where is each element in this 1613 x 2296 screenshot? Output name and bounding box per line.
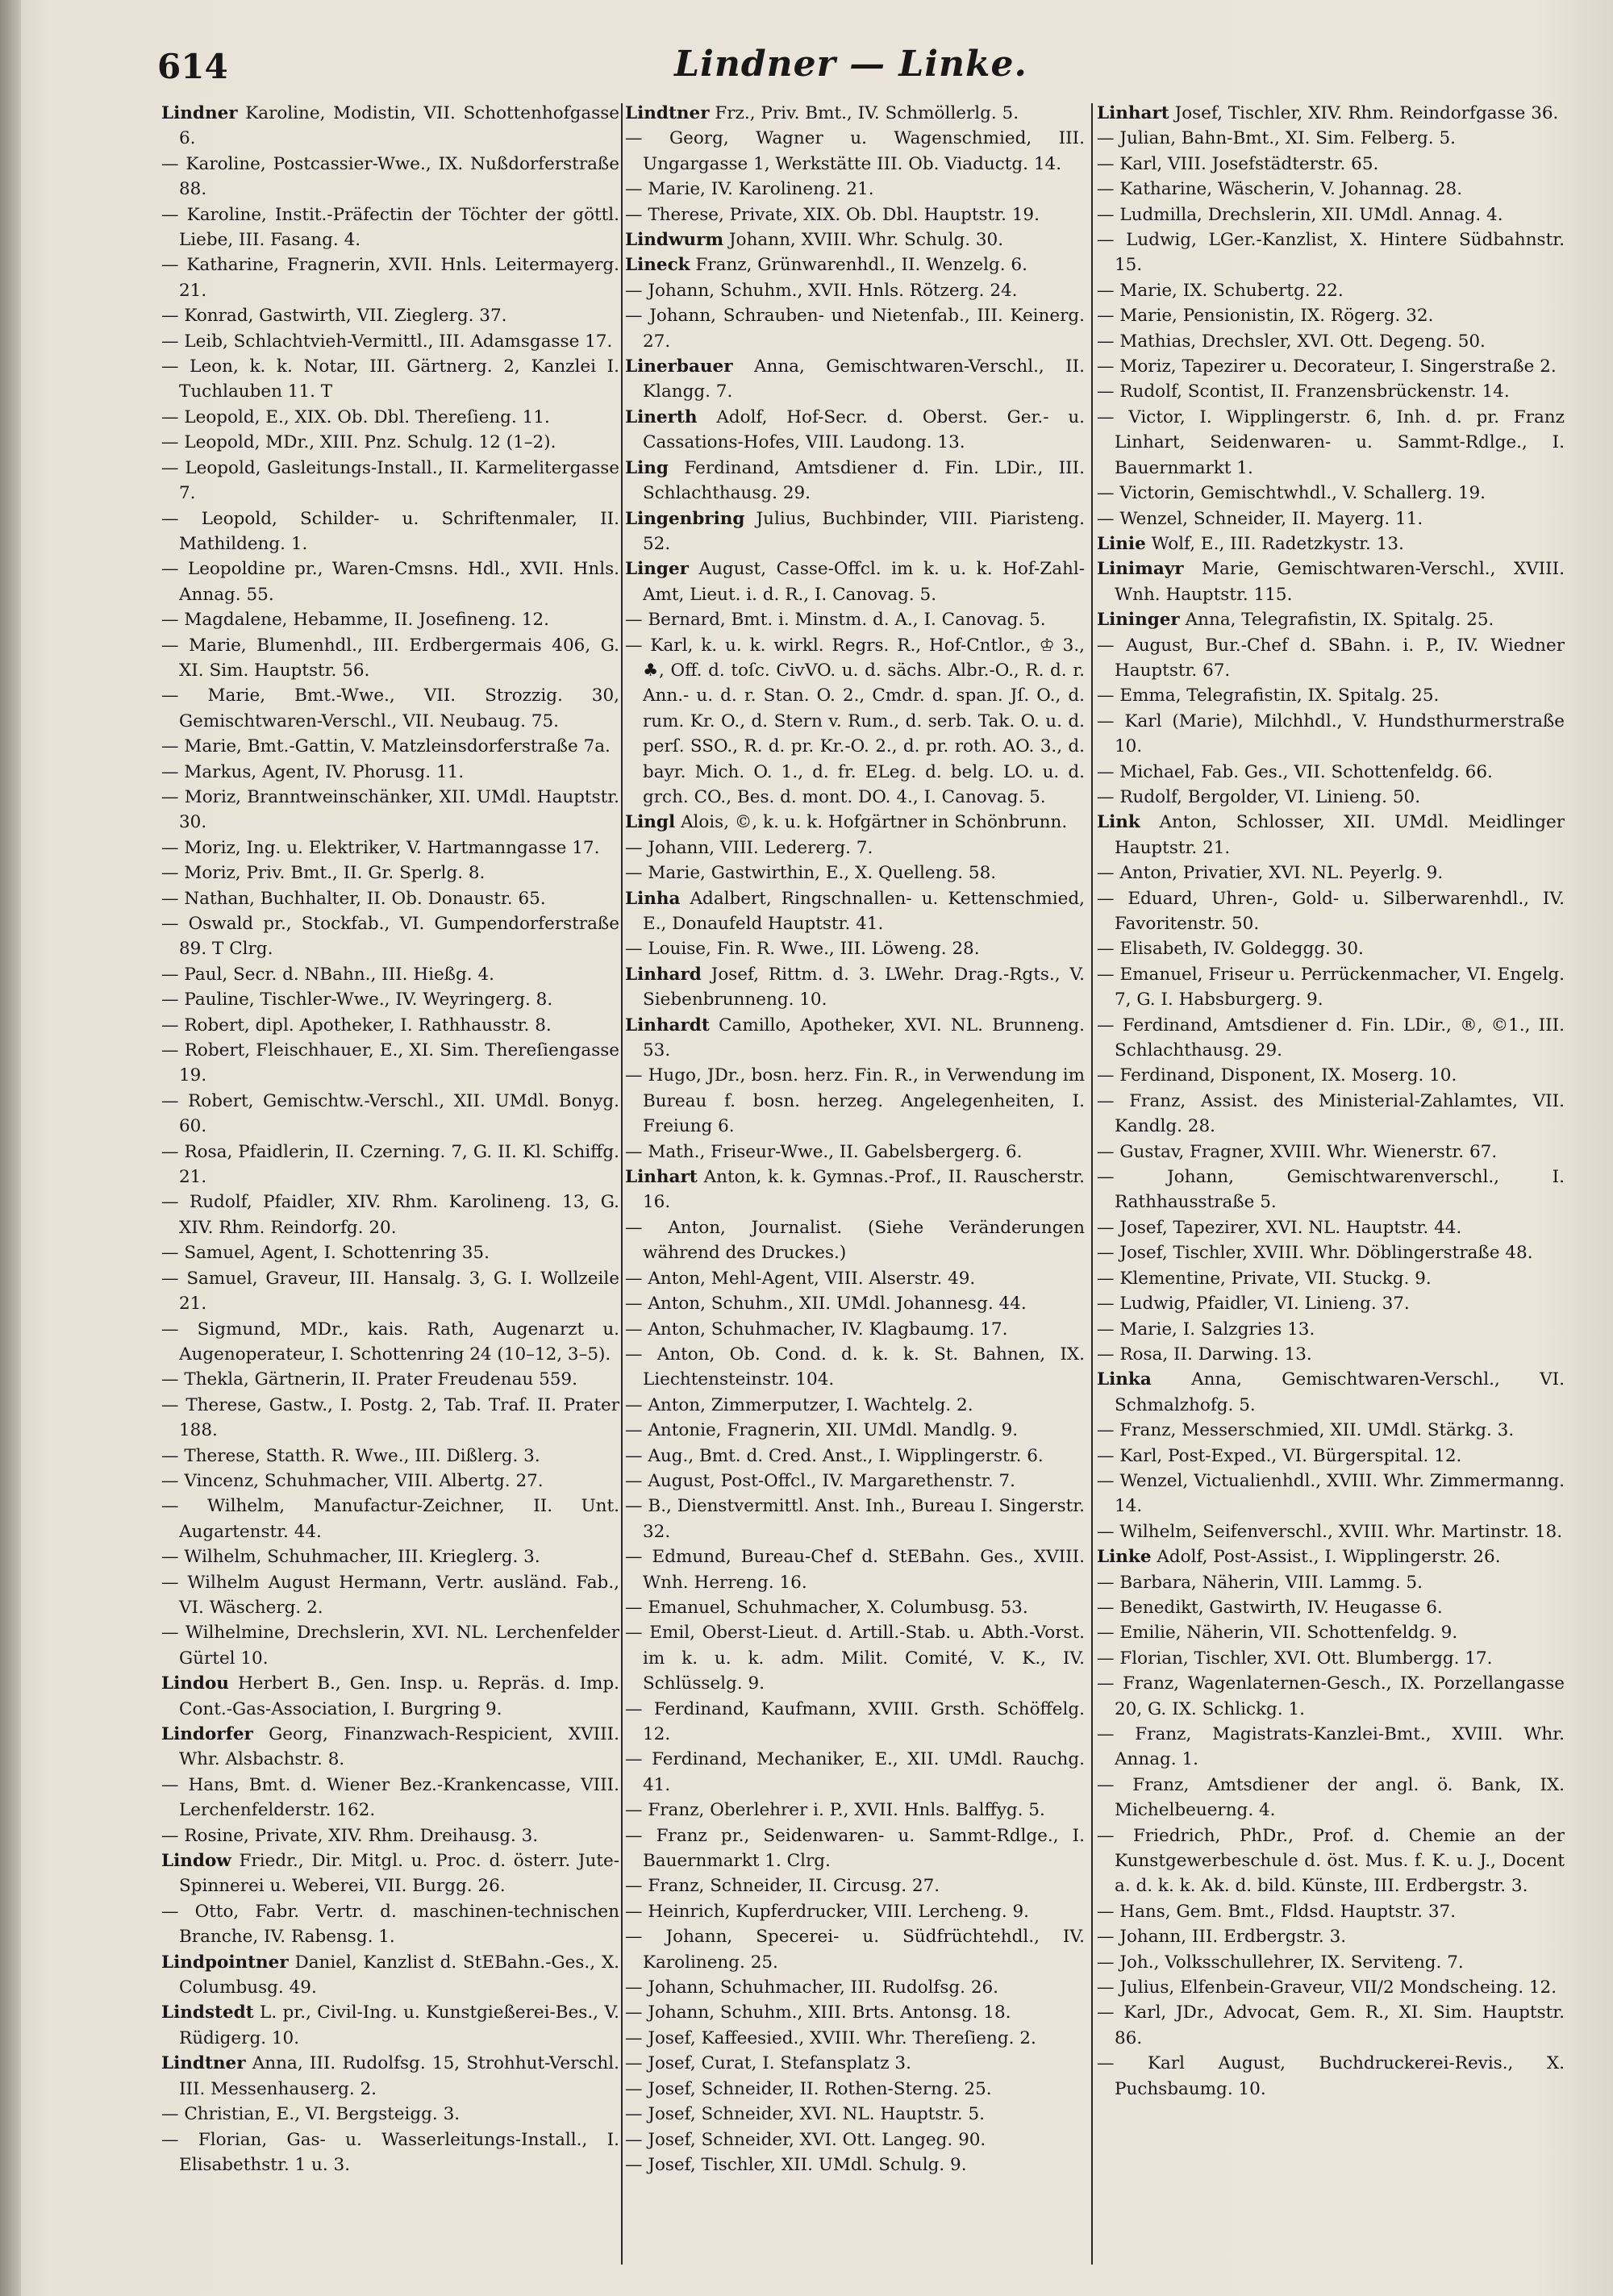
page-header xyxy=(157,44,1544,95)
directory-entry: — Leopoldine pr., Waren-Cmsns. Hdl., XVII. Hnls. Annag. 55. xyxy=(161,559,619,605)
surname-heading: Linhard xyxy=(625,964,702,985)
directory-entry: — Barbara, Näherin, VIII. Lammg. 5. xyxy=(1097,1572,1423,1593)
directory-entry: — Wilhelm August Hermann, Vertr. ausländ. Fab., VI. Wäscherg. 2. xyxy=(161,1572,619,1618)
directory-entry: — Anton, Schuhmacher, IV. Klagbaumg. 17. xyxy=(625,1319,1008,1340)
directory-entry: — Florian, Gas- u. Wasserleitungs-Install., I. Elisabethstr. 1 u. 3. xyxy=(161,2129,619,2175)
directory-entry: — Josef, Curat, I. Stefansplatz 3. xyxy=(625,2053,911,2074)
surname-heading: Linhart xyxy=(1097,103,1169,123)
directory-entry: — Oswald pr., Stockfab., VI. Gumpendorferstraße 89. T Clrg. xyxy=(161,914,619,960)
directory-entry: Linke Adolf, Post-Assist., I. Wipplingerstr. 26. xyxy=(1097,1547,1501,1568)
directory-entry: — Marie, Pensionistin, IX. Rögerg. 32. xyxy=(1097,306,1434,327)
surname-heading: Lininger xyxy=(1097,610,1180,631)
surname-heading: Linha xyxy=(625,888,681,909)
directory-entry: — Gustav, Fragner, XVIII. Whr. Wienerstr. 67. xyxy=(1097,1141,1498,1162)
directory-entry: — Rosine, Private, XIV. Rhm. Dreihausg. 3. xyxy=(161,1825,539,1846)
directory-entry: — B., Dienstvermittl. Anst. Inh., Bureau I. Singerstr. 32. xyxy=(625,1496,1085,1542)
surname-heading: Ling xyxy=(625,457,669,478)
directory-entry: — Franz, Messerschmied, XII. UMdl. Stärkg. 3. xyxy=(1097,1420,1515,1441)
directory-entry: — Anton, Journalist. (Siehe Veränderungen während des Druckes.) xyxy=(625,1217,1085,1264)
directory-entry: — Sigmund, MDr., kais. Rath, Augenarzt u. Augenoperateur, I. Schottenring 24 (10–12, 3–5). xyxy=(161,1319,619,1365)
directory-entry: — Ferdinand, Disponent, IX. Moserg. 10. xyxy=(1097,1065,1457,1086)
directory-entry: Linhart Josef, Tischler, XIV. Rhm. Reindorfgasse 36. xyxy=(1097,103,1559,123)
surname-heading: Lindou xyxy=(161,1673,229,1694)
column-divider xyxy=(1091,103,1093,2265)
directory-entry: — Franz, Oberlehrer i. P., XVII. Hnls. Balffyg. 5. xyxy=(625,1800,1045,1821)
directory-entry: Lindpointner Daniel, Kanzlist d. StEBahn.-Ges., X. Columbusg. 49. xyxy=(161,1952,619,1998)
directory-entry: — Johann, Specerei- u. Südfrüchtehdl., IV. Karolineng. 25. xyxy=(625,1927,1085,1973)
directory-entry: — Karoline, Instit.-Präfectin der Töchter der göttl. Liebe, III. Fasang. 4. xyxy=(161,204,619,251)
directory-entry: — Josef, Schneider, II. Rothen-Sterng. 25. xyxy=(625,2078,992,2099)
directory-entry: Lindtner Frz., Priv. Bmt., IV. Schmöllerlg. 5. xyxy=(625,103,1019,123)
directory-entry: — Marie, Bmt.-Wwe., VII. Strozzig. 30, Gemischtwaren-Verschl., VII. Neubaug. 75. xyxy=(161,685,619,731)
directory-entry: — Franz, Wagenlaternen-Gesch., IX. Porzellangasse 20, G. IX. Schlickg. 1. xyxy=(1097,1673,1565,1719)
directory-entry: — Ludwig, LGer.-Kanzlist, X. Hintere Südbahnstr. 15. xyxy=(1097,230,1565,276)
directory-entry: — Leopold, Gasleitungs-Install., II. Karmelitergasse 7. xyxy=(161,457,619,504)
directory-entry: — Moriz, Priv. Bmt., II. Gr. Sperlg. 8. xyxy=(161,863,486,884)
directory-entry: Lindow Friedr., Dir. Mitgl. u. Proc. d. österr. Jute-Spinnerei u. Weberei, VII. Burgg. 26. xyxy=(161,1851,619,1897)
directory-entry: — Ferdinand, Kaufmann, XVIII. Grsth. Schöffelg. 12. xyxy=(625,1698,1085,1744)
directory-entry: Lininger Anna, Telegrafistin, IX. Spitalg. 25. xyxy=(1097,610,1494,631)
directory-entry: — Edmund, Bureau-Chef d. StEBahn. Ges., XVIII. Wnh. Herreng. 16. xyxy=(625,1547,1085,1593)
surname-heading: Lindner xyxy=(161,103,238,123)
directory-entry: — Leib, Schlachtvieh-Vermittl., III. Adamsgasse 17. xyxy=(161,331,613,352)
directory-entry: — August, Bur.-Chef d. SBahn. i. P., IV. Wiedner Hauptstr. 67. xyxy=(1097,635,1565,681)
directory-entry: — Rudolf, Scontist, II. Franzensbrückenstr. 14. xyxy=(1097,381,1510,402)
directory-entry: — Wilhelm, Manufactur-Zeichner, II. Unt. Augartenstr. 44. xyxy=(161,1496,619,1542)
directory-entry: — Leon, k. k. Notar, III. Gärtnerg. 2, Kanzlei I. Tuchlauben 11. T xyxy=(161,356,619,402)
directory-entry: Linerbauer Anna, Gemischtwaren-Verschl., II. Klangg. 7. xyxy=(625,356,1085,402)
column-divider xyxy=(621,103,623,2265)
directory-entry: — Emma, Telegrafistin, IX. Spitalg. 25. xyxy=(1097,685,1440,706)
directory-entry: — Hans, Gem. Bmt., Fldsd. Hauptstr. 37. xyxy=(1097,1901,1457,1922)
surname-heading: Lindow xyxy=(161,1851,231,1872)
directory-entry: — Moriz, Ing. u. Elektriker, V. Hartmanngasse 17. xyxy=(161,837,600,858)
directory-entry: — Johann, Schuhm., XIII. Brts. Antonsg. 18. xyxy=(625,2002,1011,2023)
directory-entry: — Julian, Bahn-Bmt., XI. Sim. Felberg. 5. xyxy=(1097,128,1456,149)
directory-entry: Lindtner Anna, III. Rudolfsg. 15, Strohhut-Verschl. III. Messenhauserg. 2. xyxy=(161,2053,619,2099)
surname-heading: Linke xyxy=(1097,1547,1152,1568)
directory-entry: — Joh., Volksschullehrer, IX. Serviteng. 7. xyxy=(1097,1952,1464,1973)
surname-heading: Link xyxy=(1097,812,1140,833)
directory-entry: Lindorfer Georg, Finanzwach-Respicient, XVIII. Whr. Alsbachstr. 8. xyxy=(161,1724,619,1770)
directory-entry: — Samuel, Graveur, III. Hansalg. 3, G. I. Wollzeile 21. xyxy=(161,1268,619,1315)
directory-entry: — Leopold, Schilder- u. Schriftenmaler, II. Mathildeng. 1. xyxy=(161,508,619,554)
directory-entry: — Therese, Gastw., I. Postg. 2, Tab. Traf. II. Prater 188. xyxy=(161,1394,619,1441)
directory-entry: — Hans, Bmt. d. Wiener Bez.-Krankencasse, VIII. Lerchenfelderstr. 162. xyxy=(161,1774,619,1821)
directory-entry: — Antonie, Fragnerin, XII. UMdl. Mandlg. 9. xyxy=(625,1420,1019,1441)
directory-entry: — Emil, Oberst-Lieut. d. Artill.-Stab. u. Abth.-Vorst. im k. u. k. adm. Milit. Comité, V. K., IV. Schlüsselg. 9. xyxy=(625,1623,1085,1694)
directory-entry: — Markus, Agent, IV. Phorusg. 11. xyxy=(161,761,465,782)
directory-entry: — Johann, Schrauben- und Nietenfab., III. Keinerg. 27. xyxy=(625,306,1085,352)
directory-entry: — Mathias, Drechsler, XVI. Ott. Degeng. 50. xyxy=(1097,331,1486,352)
directory-entry: — Ludwig, Pfaidler, VI. Linieng. 37. xyxy=(1097,1294,1410,1315)
directory-column-middle xyxy=(625,101,1085,2270)
directory-entry: — Wenzel, Schneider, II. Mayerg. 11. xyxy=(1097,508,1423,529)
directory-entry: — Josef, Schneider, XVI. NL. Hauptstr. 5. xyxy=(625,2104,985,2125)
directory-entry: — Marie, Blumenhdl., III. Erdbergermais 406, G. XI. Sim. Hauptstr. 56. xyxy=(161,635,619,681)
directory-entry: — Pauline, Tischler-Wwe., IV. Weyringerg. 8. xyxy=(161,990,553,1010)
directory-entry: Linie Wolf, E., III. Radetzkystr. 13. xyxy=(1097,533,1404,554)
directory-entry: — Math., Friseur-Wwe., II. Gabelsbergerg. 6. xyxy=(625,1141,1023,1162)
directory-entry: — Konrad, Gastwirth, VII. Zieglerg. 37. xyxy=(161,306,507,327)
directory-entry: — Magdalene, Hebamme, II. Josefineng. 12. xyxy=(161,610,549,631)
directory-entry: — Victorin, Gemischtwhdl., V. Schallerg. 19. xyxy=(1097,483,1486,504)
directory-entry: — Karoline, Postcassier-Wwe., IX. Nußdorferstraße 88. xyxy=(161,153,619,200)
directory-entry: — Ferdinand, Amtsdiener d. Fin. LDir., ®, ©1., III. Schlachthausg. 29. xyxy=(1097,1015,1565,1061)
directory-entry: — Johann, Schuhmacher, III. Rudolfsg. 26. xyxy=(625,1977,999,1998)
directory-entry: Lingenbring Julius, Buchbinder, VIII. Piaristeng. 52. xyxy=(625,508,1085,554)
directory-entry: — Heinrich, Kupferdrucker, VIII. Lercheng. 9. xyxy=(625,1901,1030,1922)
directory-entry: — Hugo, JDr., bosn. herz. Fin. R., in Verwendung im Bureau f. bosn. herzeg. Angelegenheiten, I. Freiung 6. xyxy=(625,1065,1085,1137)
directory-entry: — Karl, JDr., Advocat, Gem. R., XI. Sim. Hauptstr. 86. xyxy=(1097,2002,1565,2048)
surname-heading: Lingl xyxy=(625,812,676,833)
directory-entry: — Anton, Zimmerputzer, I. Wachtelg. 2. xyxy=(625,1394,973,1415)
directory-entry: — Leopold, E., XIX. Ob. Dbl. Thereſieng. 11. xyxy=(161,406,550,427)
directory-entry: — Ferdinand, Mechaniker, E., XII. UMdl. Rauchg. 41. xyxy=(625,1749,1085,1795)
directory-entry: — Leopold, MDr., XIII. Pnz. Schulg. 12 (1–2). xyxy=(161,432,556,453)
directory-entry: — Julius, Elfenbein-Graveur, VII/2 Mondscheing. 12. xyxy=(1097,1977,1557,1998)
directory-entry: Lineck Franz, Grünwarenhdl., II. Wenzelg. 6. xyxy=(625,255,1027,276)
directory-entry: — Wilhelm, Seifenverschl., XVIII. Whr. Martinstr. 18. xyxy=(1097,1521,1563,1542)
surname-heading: Lingenbring xyxy=(625,508,745,529)
surname-heading: Linhardt xyxy=(625,1015,710,1035)
directory-entry: — Wenzel, Victualienhdl., XVIII. Whr. Zimmermanng. 14. xyxy=(1097,1470,1565,1517)
directory-entry: — Eduard, Uhren-, Gold- u. Silberwarenhdl., IV. Favoritenstr. 50. xyxy=(1097,888,1565,934)
directory-entry: — Rosa, II. Darwing. 13. xyxy=(1097,1344,1312,1365)
directory-entry: Linimayr Marie, Gemischtwaren-Verschl., XVIII. Wnh. Hauptstr. 115. xyxy=(1097,559,1565,605)
directory-entry: — Anton, Mehl-Agent, VIII. Alserstr. 49. xyxy=(625,1268,976,1289)
directory-entry: — Marie, Gastwirthin, E., X. Quelleng. 58. xyxy=(625,863,997,884)
directory-entry: — Moriz, Tapezirer u. Decorateur, I. Singerstraße 2. xyxy=(1097,356,1557,377)
directory-entry: Lindstedt L. pr., Civil-Ing. u. Kunstgießerei-Bes., V. Rüdigerg. 10. xyxy=(161,2002,619,2048)
surname-heading: Lindpointner xyxy=(161,1952,289,1973)
directory-entry: — Therese, Statth. R. Wwe., III. Dißlerg. 3. xyxy=(161,1445,540,1466)
directory-entry: — Therese, Private, XIX. Ob. Dbl. Hauptstr. 19. xyxy=(625,204,1040,225)
directory-entry: — Karl, k. u. k. wirkl. Regrs. R., Hof-Cntlor., ♔ 3., ♣, Off. d. toſc. CivVO. u. d. sächs. Albr.-O., R. d. r. Ann.- u. d. r. Stan. O. 2., Cmdr. d. span. Jſ. O., d. rum. Kr. O., d. Stern v. Rum., d. serb. Tak. O. u. d. perſ. SSO., R. d. pr. Kr.-O. 2., d. pr. roth. AO. 3., d. bayr. Mich. O. 1., d. fr. ELeg. d. belg. LO. u. d. grch. CO., Bes. d. mont. DO. 4., I. Canovag. 5. xyxy=(625,635,1085,807)
directory-entry: Lindou Herbert B., Gen. Insp. u. Repräs. d. Imp. Cont.-Gas-Association, I. Burgring 9. xyxy=(161,1673,619,1719)
directory-entry: — Marie, Bmt.-Gattin, V. Matzleinsdorferstraße 7a. xyxy=(161,736,611,757)
directory-entry: — Florian, Tischler, XVI. Ott. Blumbergg. 17. xyxy=(1097,1648,1493,1669)
surname-heading: Lindtner xyxy=(161,2053,246,2074)
directory-entry: — Wilhelm, Schuhmacher, III. Krieglerg. 3. xyxy=(161,1547,540,1568)
directory-entry: — Christian, E., VI. Bergsteigg. 3. xyxy=(161,2104,461,2125)
surname-heading: Linerbauer xyxy=(625,356,733,377)
directory-entry: — Rosa, Pfaidlerin, II. Czerning. 7, G. II. Kl. Schiffg. 21. xyxy=(161,1141,619,1188)
surname-heading: Linhart xyxy=(625,1167,698,1188)
directory-entry: Ling Ferdinand, Amtsdiener d. Fin. LDir., III. Schlachthausg. 29. xyxy=(625,457,1085,504)
directory-entry: — Franz pr., Seidenwaren- u. Sammt-Rdlge., I. Bauernmarkt 1. Clrg. xyxy=(625,1825,1085,1872)
directory-entry: — Johann, Schuhm., XVII. Hnls. Rötzerg. 24. xyxy=(625,280,1018,301)
directory-entry: Linhardt Camillo, Apotheker, XVI. NL. Brunneng. 53. xyxy=(625,1015,1085,1061)
surname-heading: Linger xyxy=(625,559,689,580)
directory-entry: Linha Adalbert, Ringschnallen- u. Kettenschmied, E., Donaufeld Hauptstr. 41. xyxy=(625,888,1085,934)
directory-entry: — Bernard, Bmt. i. Minstm. d. A., I. Canovag. 5. xyxy=(625,610,1046,631)
directory-entry: — Anton, Schuhm., XII. UMdl. Johannesg. 44. xyxy=(625,1294,1027,1315)
directory-entry: — Karl August, Buchdruckerei-Revis., X. Puchsbaumg. 10. xyxy=(1097,2053,1565,2099)
directory-entry: — Franz, Magistrats-Kanzlei-Bmt., XVIII. Whr. Annag. 1. xyxy=(1097,1724,1565,1770)
directory-entry: — Robert, Fleischhauer, E., XI. Sim. Thereſiengasse 19. xyxy=(161,1040,619,1086)
surname-heading: Linimayr xyxy=(1097,559,1184,580)
directory-entry: Linger August, Casse-Offcl. im k. u. k. Hof-Zahl-Amt, Lieut. i. d. R., I. Canovag. 5. xyxy=(625,559,1085,605)
directory-entry: — Johann, III. Erdbergstr. 3. xyxy=(1097,1927,1347,1948)
directory-entry: Linhart Anton, k. k. Gymnas.-Prof., II. Rauscherstr. 16. xyxy=(625,1167,1085,1213)
directory-entry: — Josef, Tapezirer, XVI. NL. Hauptstr. 44. xyxy=(1097,1217,1462,1238)
directory-entry: — Friedrich, PhDr., Prof. d. Chemie an der Kunstgewerbeschule d. öst. Mus. f. K. u. J., Docent a. d. k. k. Ak. d. bild. Künste, III. Erdbergstr. 3. xyxy=(1097,1825,1565,1897)
directory-entry: Lindner Karoline, Modistin, VII. Schottenhofgasse 6. xyxy=(161,103,619,149)
directory-entry: — Franz, Amtsdiener der angl. ö. Bank, IX. Michelbeuerng. 4. xyxy=(1097,1774,1565,1821)
directory-entry: — Josef, Kaffeesied., XVIII. Whr. Thereſieng. 2. xyxy=(625,2027,1036,2048)
directory-entry: — Marie, IV. Karolineng. 21. xyxy=(625,179,874,200)
directory-entry: — Marie, IX. Schubertg. 22. xyxy=(1097,280,1344,301)
surname-heading: Lindstedt xyxy=(161,2002,254,2023)
directory-entry: — Wilhelmine, Drechslerin, XVI. NL. Lerchenfelder Gürtel 10. xyxy=(161,1623,619,1669)
page-spine-shadow xyxy=(0,0,21,2296)
directory-entry: — Michael, Fab. Ges., VII. Schottenfeldg. 66. xyxy=(1097,761,1493,782)
directory-entry: — Johann, Gemischtwarenverschl., I. Rathhausstraße 5. xyxy=(1097,1167,1565,1213)
directory-entry: — Robert, Gemischtw.-Verschl., XII. UMdl. Bonyg. 60. xyxy=(161,1090,619,1137)
directory-entry: Linhard Josef, Rittm. d. 3. LWehr. Drag.-Rgts., V. Siebenbrunneng. 10. xyxy=(625,964,1085,1010)
directory-entry: Linerth Adolf, Hof-Secr. d. Oberst. Ger.- u. Cassations-Hofes, VIII. Laudong. 13. xyxy=(625,406,1085,453)
directory-entry: — Ludmilla, Drechslerin, XII. UMdl. Annag. 4. xyxy=(1097,204,1503,225)
surname-heading: Lindorfer xyxy=(161,1724,253,1744)
surname-heading: Lindwurm xyxy=(625,230,724,251)
directory-entry: — Anton, Privatier, XVI. NL. Peyerlg. 9. xyxy=(1097,863,1444,884)
directory-entry: — Josef, Tischler, XII. UMdl. Schulg. 9. xyxy=(625,2154,967,2175)
directory-entry: — Robert, dipl. Apotheker, I. Rathhausstr. 8. xyxy=(161,1015,552,1035)
directory-entry: — Franz, Schneider, II. Circusg. 27. xyxy=(625,1876,940,1897)
directory-entry: Lindwurm Johann, XVIII. Whr. Schulg. 30. xyxy=(625,230,1004,251)
directory-entry: — Louise, Fin. R. Wwe., III. Löweng. 28. xyxy=(625,939,980,960)
directory-entry: Linka Anna, Gemischtwaren-Verschl., VI. Schmalzhofg. 5. xyxy=(1097,1369,1565,1415)
surname-heading: Lineck xyxy=(625,255,690,276)
directory-entry: Link Anton, Schlosser, XII. UMdl. Meidlinger Hauptstr. 21. xyxy=(1097,812,1565,858)
surname-heading: Lindtner xyxy=(625,103,710,123)
directory-entry: — Rudolf, Pfaidler, XIV. Rhm. Karolineng. 13, G. XIV. Rhm. Reindorfg. 20. xyxy=(161,1192,619,1238)
directory-entry: — Rudolf, Bergolder, VI. Linieng. 50. xyxy=(1097,786,1421,807)
directory-entry: — Franz, Assist. des Ministerial-Zahlamtes, VII. Kandlg. 28. xyxy=(1097,1090,1565,1137)
directory-entry: — Paul, Secr. d. NBahn., III. Hießg. 4. xyxy=(161,964,494,985)
directory-entry: — Nathan, Buchhalter, II. Ob. Donaustr. 65. xyxy=(161,888,546,909)
directory-entry: — Elisabeth, IV. Goldeggg. 30. xyxy=(1097,939,1364,960)
directory-entry: — Karl, Post-Exped., VI. Bürgerspital. 12. xyxy=(1097,1445,1462,1466)
directory-entry: — Moriz, Branntweinschänker, XII. UMdl. Hauptstr. 30. xyxy=(161,786,619,833)
directory-entry: — Victor, I. Wipplingerstr. 6, Inh. d. pr. Franz Linhart, Seidenwaren- u. Sammt-Rdlge., I. Bauernmarkt 1. xyxy=(1097,406,1565,478)
directory-column-left xyxy=(161,101,619,2270)
directory-entry: — Vincenz, Schuhmacher, VIII. Albertg. 27. xyxy=(161,1470,544,1491)
directory-entry: — Thekla, Gärtnerin, II. Prater Freudenau 559. xyxy=(161,1369,577,1390)
directory-entry: — Karl, VIII. Josefstädterstr. 65. xyxy=(1097,153,1379,174)
page-number: 614 xyxy=(157,47,228,86)
directory-entry: — Aug., Bmt. d. Cred. Anst., I. Wipplingerstr. 6. xyxy=(625,1445,1044,1466)
directory-column-right xyxy=(1097,101,1565,2270)
directory-entry: — Samuel, Agent, I. Schottenring 35. xyxy=(161,1243,490,1264)
directory-entry: Lingl Alois, ©, k. u. k. Hofgärtner in Schönbrunn. xyxy=(625,812,1068,833)
directory-entry: — Emanuel, Schuhmacher, X. Columbusg. 53. xyxy=(625,1597,1028,1618)
directory-entry: — Emilie, Näherin, VII. Schottenfeldg. 9. xyxy=(1097,1623,1458,1644)
directory-entry: — Anton, Ob. Cond. d. k. k. St. Bahnen, IX. Liechtensteinstr. 104. xyxy=(625,1344,1085,1390)
directory-entry: — Josef, Tischler, XVIII. Whr. Döblingerstraße 48. xyxy=(1097,1243,1533,1264)
directory-entry: — Katharine, Fragnerin, XVII. Hnls. Leitermayerg. 21. xyxy=(161,255,619,301)
directory-entry: — Johann, VIII. Ledererg. 7. xyxy=(625,837,873,858)
directory-entry: — Klementine, Private, VII. Stuckg. 9. xyxy=(1097,1268,1432,1289)
surname-heading: Linerth xyxy=(625,406,698,427)
directory-entry: — Emanuel, Friseur u. Perrückenmacher, VI. Engelg. 7, G. I. Habsburgerg. 9. xyxy=(1097,964,1565,1010)
surname-heading: Linka xyxy=(1097,1369,1152,1390)
directory-entry: — August, Post-Offcl., IV. Margarethenstr. 7. xyxy=(625,1470,1015,1491)
directory-entry: — Otto, Fabr. Vertr. d. maschinen-technischen Branche, IV. Rabensg. 1. xyxy=(161,1901,619,1948)
surname-heading: Linie xyxy=(1097,533,1146,554)
directory-entry: — Marie, I. Salzgries 13. xyxy=(1097,1319,1315,1340)
directory-entry: — Georg, Wagner u. Wagenschmied, III. Ungargasse 1, Werkstätte III. Ob. Viaductg. 14. xyxy=(625,128,1085,174)
running-head: Lindner — Linke. xyxy=(674,44,1027,85)
directory-entry: — Josef, Schneider, XVI. Ott. Langeg. 90. xyxy=(625,2129,986,2150)
directory-entry: — Katharine, Wäscherin, V. Johannag. 28. xyxy=(1097,179,1463,200)
directory-entry: — Karl (Marie), Milchhdl., V. Hundsthurmerstraße 10. xyxy=(1097,710,1565,757)
directory-entry: — Benedikt, Gastwirth, IV. Heugasse 6. xyxy=(1097,1597,1443,1618)
